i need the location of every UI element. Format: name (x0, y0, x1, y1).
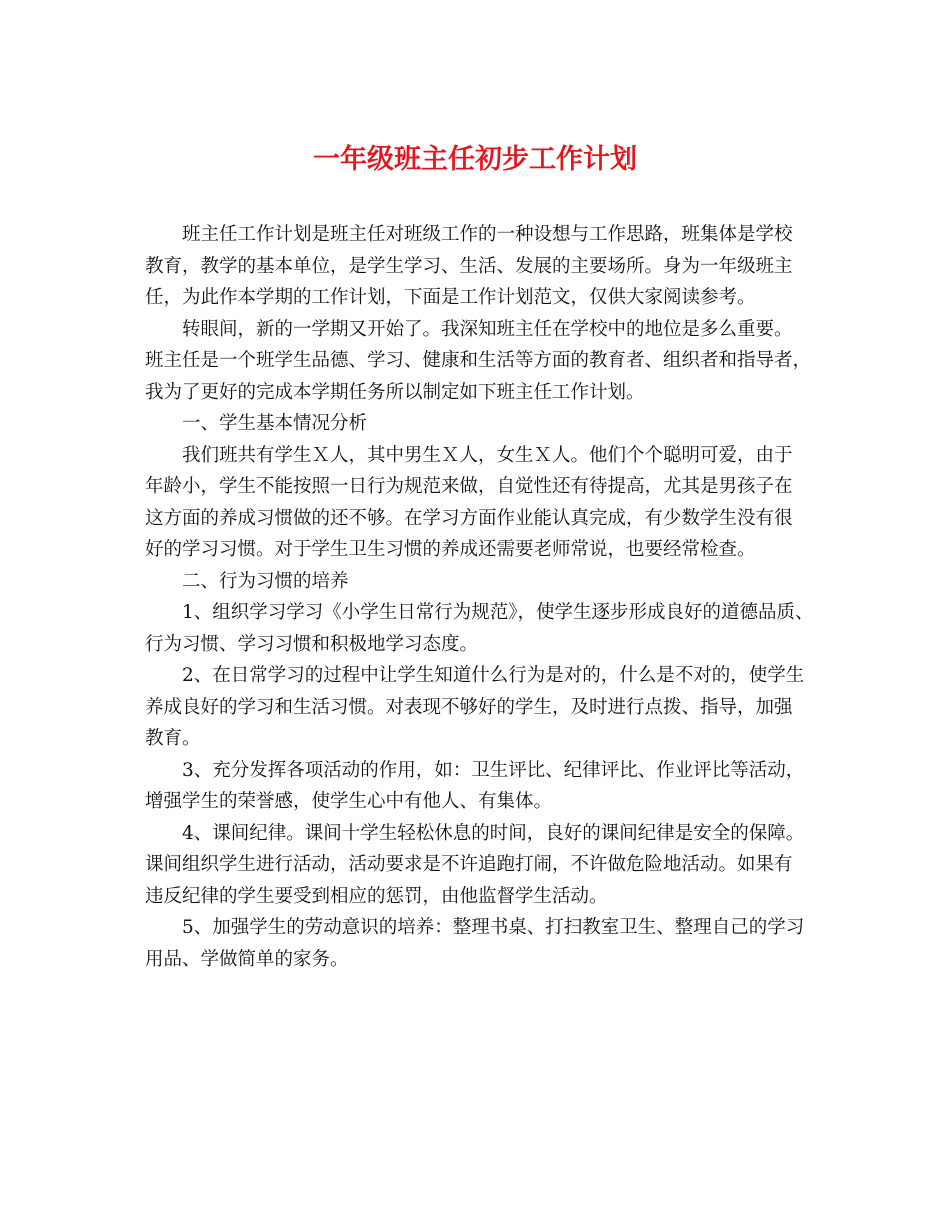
text-line: 4、课间纪律。课间十学生轻松休息的时间，良好的课间纪律是安全的保障。 (182, 822, 805, 844)
text-line: 增强学生的荣誉感，使学生心中有他人、有集体。 (145, 791, 553, 812)
text-line: 这方面的养成习惯做的还不够。在学习方面作业能认真完成，有少数学生没有很 (145, 507, 793, 529)
text-line: 班主任工作计划是班主任对班级工作的一种设想与工作思路，班集体是学校 (182, 224, 793, 245)
text-line: 2、在日常学习的过程中让学生知道什么行为是对的，什么是不对的，使学生 (182, 665, 805, 686)
text-line: 1、组织学习学习《小学生日常行为规范》，使学生逐步形成良好的道德品质、 (182, 602, 814, 623)
text-line: 任，为此作本学期的工作计划，下面是工作计划范文，仅供大家阅读参考。 (145, 287, 756, 308)
text-line: 5、加强学生的劳动意识的培养：整理书桌、打扫教室卫生、整理自己的学习 (182, 917, 805, 938)
text-line: 教育。 (145, 728, 201, 749)
text-line: 年龄小，学生不能按照一日行为规范来做，自觉性还有待提高，尤其是男孩子在 (145, 476, 793, 497)
text-line: 用品、学做简单的家务。 (145, 948, 349, 970)
document-title: 一年级班主任初步工作计划 (313, 144, 637, 175)
text-line: 养成良好的学习和生活习惯。对表现不够好的学生，及时进行点拨、指导，加强 (145, 696, 793, 718)
text-line: 行为习惯、学习习惯和积极地学习态度。 (145, 633, 479, 655)
text-line: 我们班共有学生Ｘ人，其中男生Ｘ人，女生Ｘ人。他们个个聪明可爱，由于 (182, 444, 793, 466)
text-line: 一、学生基本情况分析 (182, 413, 368, 434)
text-line: 违反纪律的学生要受到相应的惩罚，由他监督学生活动。 (145, 885, 608, 907)
document-body (145, 219, 825, 975)
text-line: 二、行为习惯的培养 (182, 570, 349, 592)
text-line: 好的学习习惯。对于学生卫生习惯的养成还需要老师常说，也要经常检查。 (145, 539, 756, 560)
text-line: 我为了更好的完成本学期任务所以制定如下班主任工作计划。 (145, 381, 645, 403)
text-line: 3、充分发挥各项活动的作用，如：卫生评比、纪律评比、作业评比等活动， (182, 759, 805, 781)
text-line: 转眼间，新的一学期又开始了。我深知班主任在学校中的地位是多么重要。 (182, 318, 793, 340)
text-line: 班主任是一个班学生品德、学习、健康和生活等方面的教育者、组织者和指导者， (145, 350, 812, 371)
text-line: 教育，教学的基本单位，是学生学习、生活、发展的主要场所。身为一年级班主 (145, 255, 793, 277)
text-line: 课间组织学生进行活动，活动要求是不许追跑打闹，不许做危险地活动。如果有 (145, 854, 793, 875)
